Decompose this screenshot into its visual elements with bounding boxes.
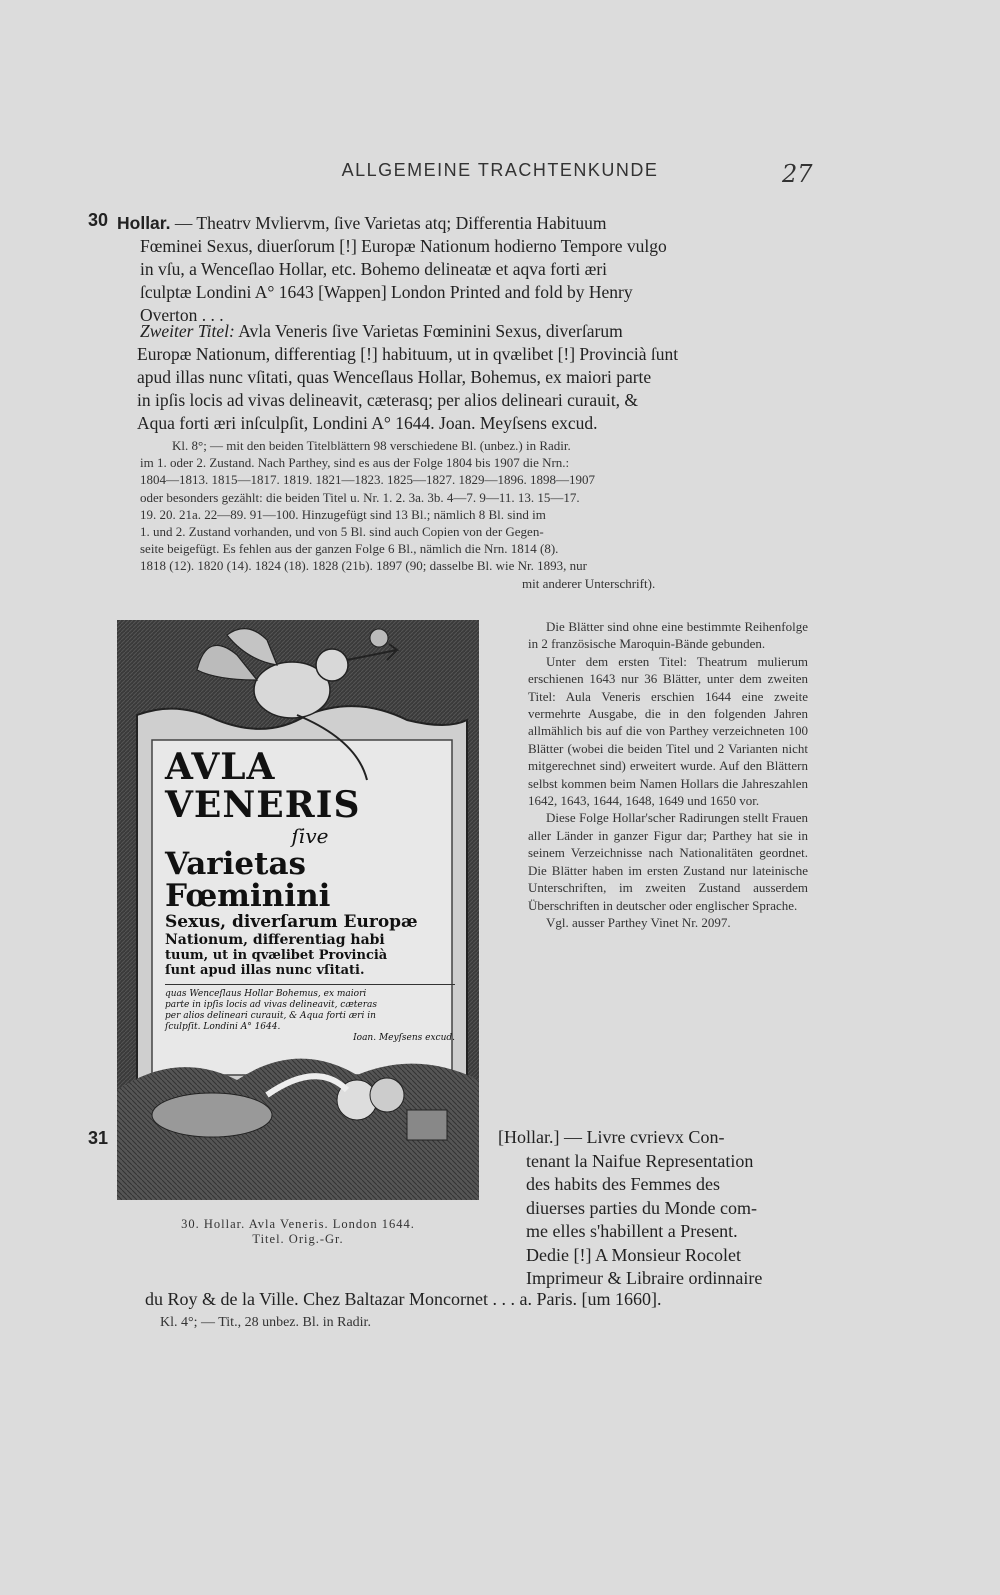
entry-number-31: 31	[88, 1128, 109, 1148]
right-para-4: Vgl. ausser Parthey Vinet Nr. 2097.	[546, 914, 731, 930]
notes-line-5: 19. 20. 21a. 22—89. 91—100. Hinzugefügt sind 13 Bl.; nämlich 8 Bl. sind im	[140, 506, 546, 522]
caption-line-1: 30. Hollar. Avla Veneris. London 1644.	[181, 1217, 415, 1231]
illus-small-4: ſculpſit. Londini A° 1644.	[165, 1022, 281, 1032]
right-para-2: Unter dem ersten Titel: Theatrum mulierum erschienen 1643 nur 36 Blätter, unter dem zweiten Titel: Aula Veneris erschien 1644 eine zweite vermehrte Ausgabe, die in den folgenden Jahren allmählich bis auf die von Parthey verzeichneten 100 Blätter (wobei die beiden Titel und 2 Varianten nicht mitgerechnet sind) erweitert wurde. Auf den Blättern selbst kommen beim Namen Hollars die Jahreszahlen 1642, 1643, 1644, 1648, 1649 und 1650 vor.	[528, 653, 808, 809]
illus-line-7: ſunt apud illas nunc vſitati.	[165, 963, 455, 985]
entry-30-author: Hollar.	[117, 213, 171, 233]
zweiter-line-1: Zweiter Titel: Avla Veneris ſive Varietas Fœminini Sexus, diverſarum	[140, 321, 623, 341]
illus-line-2: ſive	[291, 824, 329, 848]
illus-line-6: tuum, ut in qvælibet Provincià	[165, 948, 388, 963]
illus-line-4: Sexus, diverſarum Europæ	[165, 912, 418, 932]
caption-line-2: Titel. Orig.-Gr.	[252, 1232, 344, 1246]
figure-caption	[118, 1217, 478, 1247]
entry-number-30: 30	[88, 210, 109, 230]
entry-30-line-3: in vſu, a Wenceſlao Hollar, etc. Bohemo delineatæ et aqva forti æri	[140, 259, 608, 279]
entry-31-line-6: Dedie [!] A Monsieur Rocolet	[526, 1244, 741, 1265]
entry-30-title	[117, 212, 807, 327]
notes-line-3: 1804—1813. 1815—1817. 1819. 1821—1823. 1825—1827. 1829—1896. 1898—1907	[140, 472, 595, 488]
right-column-notes	[528, 618, 808, 931]
entry-31-title	[498, 1126, 809, 1291]
entry-31-line-2: tenant la Naifue Representation	[526, 1150, 754, 1171]
notes-line-8: 1818 (12). 1820 (14). 1824 (18). 1828 (21b). 1897 (90; dasselbe Bl. wie Nr. 1893, nur	[140, 558, 587, 574]
entry-31-line-7: Imprimeur & Libraire ordinnaire	[526, 1268, 763, 1288]
illus-small-2: parte in ipſis locis ad vivas delineavit, cæteras	[165, 1000, 378, 1010]
entry-31-line-4: diuerses parties du Monde com-	[526, 1197, 757, 1218]
zweiter-line-2: Europæ Nationum, differentiag [!] habituum, ut in qvælibet [!] Provincià ſunt	[137, 344, 679, 364]
running-header: ALLGEMEINE TRACHTENKUNDE	[341, 160, 659, 180]
entry-31-collation: Kl. 4°; — Tit., 28 unbez. Bl. in Radir.	[160, 1315, 371, 1330]
zweiter-line-5: Aqua forti æri inſculpſit, Londini A° 1644. Joan. Meyſsens excud.	[137, 413, 598, 433]
entry-30-line-2: Fœminei Sexus, diuerſorum [!] Europæ Nationum hodierno Tempore vulgo	[140, 236, 667, 256]
notes-line-1: Kl. 8°; — mit den beiden Titelblättern 98 verschiedene Bl. (unbez.) in Radir.	[172, 438, 571, 453]
collation-notes	[140, 437, 812, 592]
illus-small-3: per alios delineari curauit, & Aqua forti æri in	[165, 1011, 376, 1021]
illus-small-5: Ioan. Meyſsens excud.	[353, 1033, 455, 1043]
illus-line-1: AVLA VENERIS	[165, 746, 361, 826]
zweiter-line-4: in ipſis locis ad vivas delineavit, cæterasq; per alios delineari curauit, &	[137, 390, 639, 410]
illustration-title-text	[165, 748, 455, 1044]
notes-line-2: im 1. oder 2. Zustand. Nach Parthey, sind es aus der Folge 1804 bis 1907 die Nrn.:	[140, 455, 570, 471]
notes-line-4: oder besonders gezählt: die beiden Titel u. Nr. 1. 2. 3a. 3b. 4—7. 9—11. 13. 15—17.	[140, 489, 580, 505]
illus-line-3: Varietas Fœminini	[165, 846, 331, 914]
right-para-1: Die Blätter sind ohne eine bestimmte Reihenfolge in 2 französische Maroquin-Bände gebunden.	[528, 619, 808, 652]
zweiter-titel	[137, 320, 807, 435]
notes-line-9: mit anderer Unterschrift).	[522, 575, 656, 591]
entry-31-last-line: du Roy & de la Ville. Chez Baltazar Moncornet . . . a. Paris. [um 1660].	[145, 1289, 662, 1309]
page-number: 27	[782, 160, 813, 188]
entry-31-line-1: [Hollar.] — Livre cvrievx Con-	[498, 1127, 725, 1147]
notes-line-6: 1. und 2. Zustand vorhanden, und von 5 Bl. sind auch Copien von der Gegen-	[140, 524, 544, 540]
illus-small-1: quas Wenceſlaus Hollar Bohemus, ex maiori	[165, 989, 367, 999]
entry-30-line-1: Hollar. — Theatrv Mvliervm, ſive Varietas atq; Differentia Habituum	[117, 213, 607, 233]
illus-line-5: Nationum, differentiag habi	[165, 932, 385, 948]
entry-31-line-5: me elles s'habillent a Present.	[526, 1221, 738, 1241]
entry-30-line-5: Overton . . .	[140, 305, 224, 325]
notes-line-7: seite beigefügt. Es fehlen aus der ganzen Folge 6 Bl., nämlich die Nrn. 1814 (8).	[140, 541, 559, 557]
entry-30-line-4: ſculptæ Londini A° 1643 [Wappen] London Printed and fold by Henry	[140, 282, 633, 302]
entry-31-line-3: des habits des Femmes des	[526, 1174, 720, 1194]
zweiter-line-3: apud illas nunc vſitati, quas Wenceſlaus Hollar, Bohemus, ex maiori parte	[137, 367, 652, 387]
right-para-3: Diese Folge Hollar'scher Radirungen stellt Frauen aller Länder in ganzer Figur dar; Parthey hat sie in seinem Verzeichnisse nach Nationalitäten geordnet. Die Blätter haben im ersten Zustand nur lateinische Unterschriften, im zweiten Zustand ausserdem Überschriften in deutscher oder englischer Sprache.	[528, 810, 808, 913]
title-page-illustration	[117, 620, 479, 1200]
zweiter-label: Zweiter Titel:	[140, 321, 235, 341]
